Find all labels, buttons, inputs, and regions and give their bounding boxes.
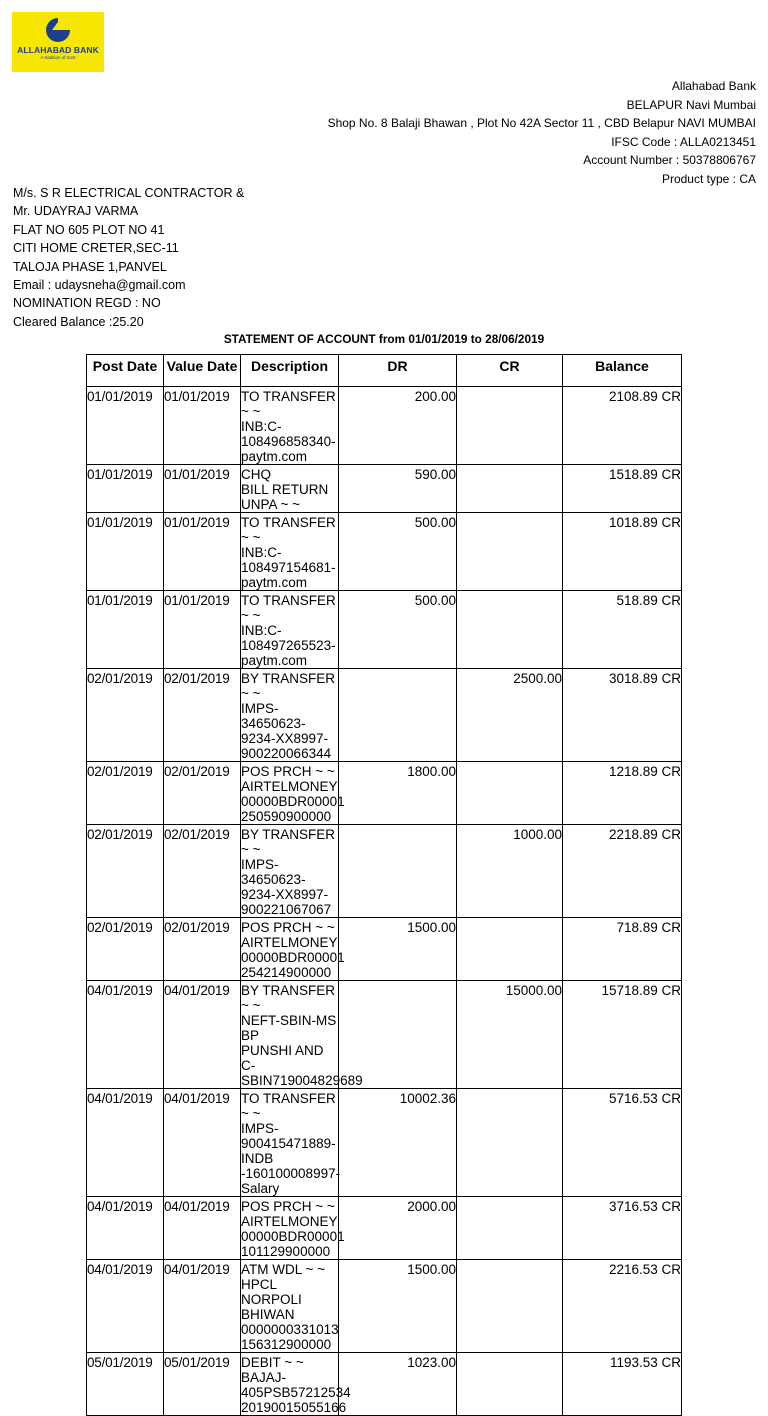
- logo-brand-name: ALLAHABAD BANK: [17, 45, 99, 55]
- post-date-cell: 01/01/2019: [87, 387, 164, 465]
- value-date-cell: 04/01/2019: [164, 1089, 241, 1197]
- description-line: 156312900000: [241, 1337, 332, 1352]
- dr-amount-cell: [339, 669, 457, 762]
- description-cell: [241, 1197, 345, 1260]
- description-line: UNPA ~ ~: [241, 497, 301, 512]
- dr-amount-cell: 500.00: [339, 513, 457, 591]
- cr-amount-cell: 1000.00: [457, 825, 563, 918]
- description-line: 108497265523-: [241, 638, 336, 653]
- value-date-cell: 04/01/2019: [164, 1260, 241, 1353]
- statement-table: [86, 354, 682, 1416]
- balance-cell: 15718.89 CR: [563, 981, 682, 1089]
- dr-amount-cell: 500.00: [339, 591, 457, 669]
- description-line: 9234-XX8997-: [241, 731, 329, 746]
- value-date-cell: 01/01/2019: [164, 387, 241, 465]
- description-line: 250590900000: [241, 809, 332, 824]
- description-line: INB:C-: [241, 545, 282, 560]
- description-line: BY TRANSFER ~ ~: [241, 827, 336, 857]
- description-cell: [241, 762, 345, 825]
- description-line: INB:C-: [241, 623, 282, 638]
- description-line: BY TRANSFER ~ ~: [241, 983, 336, 1013]
- description-line: 00000BDR00001: [241, 950, 345, 965]
- description-line: DEBIT ~ ~ BAJAJ-: [241, 1355, 304, 1385]
- value-date-cell: 01/01/2019: [164, 591, 241, 669]
- description-line: 254214900000: [241, 965, 332, 980]
- description-line: 00000BDR00001: [241, 1229, 345, 1244]
- cr-amount-cell: 2500.00: [457, 669, 563, 762]
- description-cell: [241, 1353, 351, 1416]
- customer-line-2: Mr. UDAYRAJ VARMA: [13, 204, 139, 219]
- account-number: Account Number : 50378806767: [583, 153, 756, 168]
- description-line: paytm.com: [241, 653, 308, 668]
- value-date-cell: 02/01/2019: [164, 762, 241, 825]
- dr-amount-cell: [339, 825, 457, 918]
- table-row: [87, 762, 682, 825]
- table-row: [87, 513, 682, 591]
- description-line: AIRTELMONEY: [241, 779, 338, 794]
- cr-amount-cell: [457, 591, 563, 669]
- cr-amount-cell: [457, 918, 563, 981]
- description-line: 108497154681-: [241, 560, 336, 575]
- cleared-balance: Cleared Balance :25.20: [13, 314, 144, 329]
- description-line: PUNSHI AND C-: [241, 1043, 324, 1073]
- value-date-cell: 01/01/2019: [164, 465, 241, 513]
- customer-details: [13, 184, 244, 331]
- customer-line-3: FLAT NO 605 PLOT NO 41: [13, 222, 165, 237]
- balance-cell: 1018.89 CR: [563, 513, 682, 591]
- description-cell: [241, 465, 339, 513]
- post-date-cell: 01/01/2019: [87, 591, 164, 669]
- customer-line-5: TALOJA PHASE 1,PANVEL: [13, 259, 167, 274]
- table-row: [87, 1260, 682, 1353]
- description-line: 9234-XX8997-: [241, 887, 329, 902]
- dr-amount-cell: 1800.00: [339, 762, 457, 825]
- dr-amount-cell: 1023.00: [339, 1353, 457, 1416]
- description-cell: [241, 825, 339, 918]
- description-cell: [241, 918, 345, 981]
- bank-logo: [12, 12, 104, 72]
- description-line: 900220066344: [241, 746, 332, 761]
- product-type: Product type : CA: [661, 171, 756, 186]
- description-line: TO TRANSFER ~ ~: [241, 1091, 336, 1121]
- value-date-cell: 04/01/2019: [164, 981, 241, 1089]
- balance-cell: 518.89 CR: [563, 591, 682, 669]
- bank-name: Allahabad Bank: [671, 79, 756, 93]
- value-date-cell: 02/01/2019: [164, 825, 241, 918]
- description-line: BILL RETURN: [241, 482, 329, 497]
- balance-cell: 3018.89 CR: [563, 669, 682, 762]
- description-line: IMPS-34650623-: [241, 701, 306, 731]
- balance-cell: 2218.89 CR: [563, 825, 682, 918]
- dr-amount-cell: 1500.00: [339, 1260, 457, 1353]
- description-line: 108496858340-: [241, 434, 336, 449]
- header-balance: Balance: [563, 355, 682, 387]
- cr-amount-cell: [457, 1197, 563, 1260]
- description-line: 405PSB57212534: [241, 1385, 351, 1400]
- post-date-cell: 04/01/2019: [87, 981, 164, 1089]
- description-line: HPCL NORPOLI: [241, 1277, 302, 1307]
- cr-amount-cell: [457, 513, 563, 591]
- cr-amount-cell: [457, 1353, 563, 1416]
- description-line: BHIWAN: [241, 1307, 295, 1322]
- header-cr: CR: [457, 355, 563, 387]
- header-value-date: Value Date: [164, 355, 241, 387]
- value-date-cell: 02/01/2019: [164, 918, 241, 981]
- description-line: CHQ: [241, 467, 271, 482]
- cr-amount-cell: 15000.00: [457, 981, 563, 1089]
- post-date-cell: 04/01/2019: [87, 1197, 164, 1260]
- header-description: Description: [241, 355, 339, 387]
- description-line: Salary: [241, 1181, 280, 1196]
- post-date-cell: 02/01/2019: [87, 669, 164, 762]
- description-line: paytm.com: [241, 449, 308, 464]
- bank-logo-emblem-icon: [43, 16, 73, 44]
- description-cell: [241, 1260, 339, 1353]
- table-row: [87, 591, 682, 669]
- bank-address: Shop No. 8 Balaji Bhawan , Plot No 42A Sector 11 , CBD Belapur NAVI MUMBAI: [327, 116, 756, 131]
- description-line: IMPS-34650623-: [241, 857, 306, 887]
- nomination-status: NOMINATION REGD : NO: [13, 296, 161, 311]
- description-line: TO TRANSFER ~ ~: [241, 593, 336, 623]
- table-row: [87, 981, 682, 1089]
- description-line: SBIN719004829689: [241, 1073, 363, 1088]
- ifsc-code: IFSC Code : ALLA0213451: [611, 134, 756, 149]
- balance-cell: 1193.53 CR: [563, 1353, 682, 1416]
- balance-cell: 3716.53 CR: [563, 1197, 682, 1260]
- post-date-cell: 04/01/2019: [87, 1089, 164, 1197]
- cr-amount-cell: [457, 762, 563, 825]
- table-row: [87, 1197, 682, 1260]
- description-line: POS PRCH ~ ~: [241, 1199, 335, 1214]
- dr-amount-cell: 10002.36: [339, 1089, 457, 1197]
- bank-branch: BELAPUR Navi Mumbai: [626, 97, 756, 112]
- description-line: TO TRANSFER ~ ~: [241, 389, 336, 419]
- dr-amount-cell: 2000.00: [339, 1197, 457, 1260]
- description-line: 101129900000: [241, 1244, 331, 1259]
- description-cell: [241, 513, 339, 591]
- post-date-cell: 04/01/2019: [87, 1260, 164, 1353]
- balance-cell: 2216.53 CR: [563, 1260, 682, 1353]
- table-header-row: [87, 355, 682, 387]
- description-line: 00000BDR00001: [241, 794, 345, 809]
- value-date-cell: 05/01/2019: [164, 1353, 241, 1416]
- balance-cell: 5716.53 CR: [563, 1089, 682, 1197]
- table-row: [87, 465, 682, 513]
- description-line: INB:C-: [241, 419, 282, 434]
- description-line: POS PRCH ~ ~: [241, 764, 335, 779]
- description-cell: [241, 981, 363, 1089]
- post-date-cell: 01/01/2019: [87, 513, 164, 591]
- dr-amount-cell: 1500.00: [339, 918, 457, 981]
- cr-amount-cell: [457, 465, 563, 513]
- statement-body: [87, 387, 682, 1416]
- customer-email: Email : udaysneha@gmail.com: [13, 278, 186, 293]
- table-row: [87, 387, 682, 465]
- description-line: BY TRANSFER ~ ~: [241, 671, 336, 701]
- bank-details: [328, 77, 756, 189]
- balance-cell: 1218.89 CR: [563, 762, 682, 825]
- dr-amount-cell: 590.00: [339, 465, 457, 513]
- description-line: 900415471889-INDB: [241, 1136, 336, 1166]
- description-cell: [241, 591, 339, 669]
- balance-cell: 718.89 CR: [563, 918, 682, 981]
- post-date-cell: 01/01/2019: [87, 465, 164, 513]
- cr-amount-cell: [457, 1260, 563, 1353]
- logo-tagline: A tradition of trust: [40, 55, 76, 60]
- value-date-cell: 04/01/2019: [164, 1197, 241, 1260]
- post-date-cell: 02/01/2019: [87, 762, 164, 825]
- dr-amount-cell: [339, 981, 457, 1089]
- post-date-cell: 05/01/2019: [87, 1353, 164, 1416]
- description-line: AIRTELMONEY: [241, 935, 338, 950]
- post-date-cell: 02/01/2019: [87, 825, 164, 918]
- balance-cell: 2108.89 CR: [563, 387, 682, 465]
- table-row: [87, 918, 682, 981]
- description-line: 20190015055166: [241, 1400, 347, 1415]
- value-date-cell: 02/01/2019: [164, 669, 241, 762]
- description-line: 900221067067: [241, 902, 332, 917]
- description-line: POS PRCH ~ ~: [241, 920, 335, 935]
- header-dr: DR: [339, 355, 457, 387]
- table-row: [87, 1353, 682, 1416]
- post-date-cell: 02/01/2019: [87, 918, 164, 981]
- statement-title: STATEMENT OF ACCOUNT from 01/01/2019 to 28/06/2019: [223, 332, 545, 346]
- description-cell: [241, 669, 339, 762]
- description-cell: [241, 1089, 339, 1197]
- customer-line-1: M/s. S R ELECTRICAL CONTRACTOR &: [13, 186, 245, 200]
- description-line: ATM WDL ~ ~: [241, 1262, 326, 1277]
- customer-line-4: CITI HOME CRETER,SEC-11: [13, 241, 179, 256]
- description-line: -160100008997-: [241, 1166, 341, 1181]
- description-line: TO TRANSFER ~ ~: [241, 515, 336, 545]
- description-line: NEFT-SBIN-MS BP: [241, 1013, 337, 1043]
- cr-amount-cell: [457, 1089, 563, 1197]
- table-row: [87, 1089, 682, 1197]
- header-post-date: Post Date: [87, 355, 164, 387]
- description-cell: [241, 387, 339, 465]
- balance-cell: 1518.89 CR: [563, 465, 682, 513]
- value-date-cell: 01/01/2019: [164, 513, 241, 591]
- dr-amount-cell: 200.00: [339, 387, 457, 465]
- description-line: IMPS-: [241, 1121, 279, 1136]
- table-row: [87, 669, 682, 762]
- cr-amount-cell: [457, 387, 563, 465]
- description-line: paytm.com: [241, 575, 308, 590]
- description-line: AIRTELMONEY: [241, 1214, 338, 1229]
- table-row: [87, 825, 682, 918]
- description-line: 0000000331013: [241, 1322, 339, 1337]
